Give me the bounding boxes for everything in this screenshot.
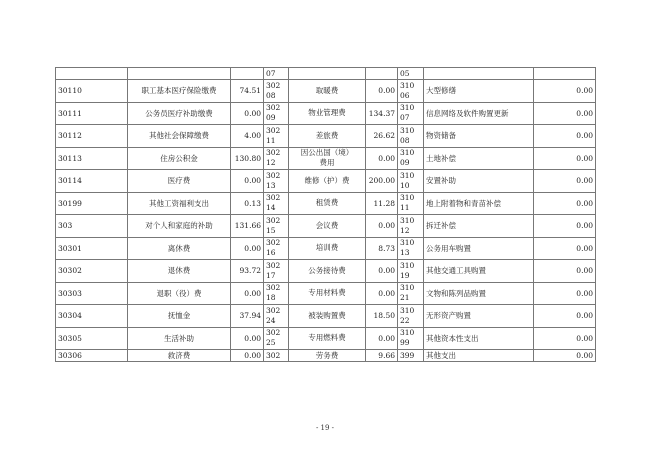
code-cell: 30302 <box>56 260 128 283</box>
name-cell: 物业管理费 <box>289 102 366 125</box>
table-row <box>56 350 596 362</box>
name-cell <box>424 68 534 80</box>
code-cell: 310 06 <box>398 80 424 103</box>
code-cell: 310 21 <box>398 282 424 305</box>
name-cell: 抚恤金 <box>128 305 231 328</box>
table-row <box>56 170 596 193</box>
name-cell: 对个人和家庭的补助 <box>128 215 231 238</box>
amount-cell: 0.00 <box>231 327 264 350</box>
code-cell: 310 11 <box>398 192 424 215</box>
amount-cell: 0.00 <box>534 350 596 362</box>
code-cell: 302 14 <box>264 192 289 215</box>
amount-cell: 130.80 <box>231 147 264 170</box>
code-cell: 310 19 <box>398 260 424 283</box>
code-cell <box>56 68 128 80</box>
amount-cell: 9.66 <box>366 350 398 362</box>
table-row <box>56 260 596 283</box>
code-cell: 302 08 <box>264 80 289 103</box>
name-cell: 公务接待费 <box>289 260 366 283</box>
name-cell: 安置补助 <box>424 170 534 193</box>
amount-cell: 18.50 <box>366 305 398 328</box>
table-row <box>56 237 596 260</box>
amount-cell: 93.72 <box>231 260 264 283</box>
amount-cell: 200.00 <box>366 170 398 193</box>
amount-cell: 0.00 <box>534 125 596 148</box>
name-cell: 因公出国（境） 费用 <box>289 147 366 170</box>
code-cell: 310 13 <box>398 237 424 260</box>
code-cell: 302 17 <box>264 260 289 283</box>
name-cell: 其他支出 <box>424 350 534 362</box>
amount-cell: 0.00 <box>366 282 398 305</box>
table-row <box>56 215 596 238</box>
code-cell: 310 07 <box>398 102 424 125</box>
amount-cell: 0.00 <box>366 215 398 238</box>
code-cell: 30301 <box>56 237 128 260</box>
name-cell: 退职（役）费 <box>128 282 231 305</box>
amount-cell: 134.37 <box>366 102 398 125</box>
table-row <box>56 327 596 350</box>
code-cell: 303 <box>56 215 128 238</box>
code-cell: 302 09 <box>264 102 289 125</box>
name-cell: 被装购置费 <box>289 305 366 328</box>
code-cell: 302 <box>264 350 289 362</box>
name-cell: 培训费 <box>289 237 366 260</box>
table-row <box>56 192 596 215</box>
amount-cell: 0.00 <box>534 102 596 125</box>
name-cell: 专用燃料费 <box>289 327 366 350</box>
amount-cell: 0.00 <box>534 215 596 238</box>
code-cell: 30303 <box>56 282 128 305</box>
name-cell: 大型修缮 <box>424 80 534 103</box>
amount-cell: 0.00 <box>534 327 596 350</box>
code-cell: 302 12 <box>264 147 289 170</box>
amount-cell: 0.00 <box>231 350 264 362</box>
amount-cell: 0.00 <box>231 282 264 305</box>
amount-cell: 0.00 <box>366 80 398 103</box>
name-cell: 公务员医疗补助缴费 <box>128 102 231 125</box>
name-cell: 其他资本性支出 <box>424 327 534 350</box>
code-cell: 310 08 <box>398 125 424 148</box>
name-cell: 土地补偿 <box>424 147 534 170</box>
table-row <box>56 147 596 170</box>
amount-cell <box>231 68 264 80</box>
code-cell: 07 <box>264 68 289 80</box>
name-cell: 文物和陈列品购置 <box>424 282 534 305</box>
name-cell: 取暖费 <box>289 80 366 103</box>
table-row <box>56 102 596 125</box>
code-cell: 302 25 <box>264 327 289 350</box>
amount-cell: 0.00 <box>366 260 398 283</box>
amount-cell: 0.00 <box>231 170 264 193</box>
amount-cell <box>534 68 596 80</box>
amount-cell: 0.00 <box>366 327 398 350</box>
code-cell: 302 18 <box>264 282 289 305</box>
table-row <box>56 305 596 328</box>
name-cell: 信息网络及软件购置更新 <box>424 102 534 125</box>
code-cell: 302 15 <box>264 215 289 238</box>
amount-cell: 0.00 <box>534 282 596 305</box>
expenditure-table <box>55 67 596 362</box>
amount-cell: 0.00 <box>534 260 596 283</box>
name-cell: 公务用车购置 <box>424 237 534 260</box>
table-row <box>56 125 596 148</box>
code-cell: 05 <box>398 68 424 80</box>
name-cell: 无形资产购置 <box>424 305 534 328</box>
code-cell: 310 22 <box>398 305 424 328</box>
code-cell: 30113 <box>56 147 128 170</box>
name-cell: 救济费 <box>128 350 231 362</box>
amount-cell: 26.62 <box>366 125 398 148</box>
name-cell: 维修（护）费 <box>289 170 366 193</box>
table-row <box>56 68 596 80</box>
amount-cell: 0.00 <box>534 170 596 193</box>
code-cell: 399 <box>398 350 424 362</box>
name-cell: 租赁费 <box>289 192 366 215</box>
name-cell: 专用材料费 <box>289 282 366 305</box>
code-cell: 30304 <box>56 305 128 328</box>
name-cell: 其他工资福利支出 <box>128 192 231 215</box>
code-cell: 30305 <box>56 327 128 350</box>
code-cell: 302 16 <box>264 237 289 260</box>
name-cell: 退休费 <box>128 260 231 283</box>
name-cell: 住房公积金 <box>128 147 231 170</box>
code-cell: 310 09 <box>398 147 424 170</box>
name-cell: 离休费 <box>128 237 231 260</box>
name-cell: 会议费 <box>289 215 366 238</box>
code-cell: 302 24 <box>264 305 289 328</box>
amount-cell: 0.00 <box>231 102 264 125</box>
name-cell: 拆迁补偿 <box>424 215 534 238</box>
code-cell: 30114 <box>56 170 128 193</box>
amount-cell: 0.00 <box>366 147 398 170</box>
table-row <box>56 80 596 103</box>
name-cell: 地上附着物和青苗补偿 <box>424 192 534 215</box>
code-cell: 302 11 <box>264 125 289 148</box>
name-cell <box>289 68 366 80</box>
table-row <box>56 282 596 305</box>
code-cell: 30112 <box>56 125 128 148</box>
amount-cell: 37.94 <box>231 305 264 328</box>
name-cell: 职工基本医疗保险缴费 <box>128 80 231 103</box>
code-cell: 30111 <box>56 102 128 125</box>
code-cell: 30110 <box>56 80 128 103</box>
code-cell: 310 10 <box>398 170 424 193</box>
name-cell: 其他交通工具购置 <box>424 260 534 283</box>
amount-cell: 0.00 <box>534 147 596 170</box>
name-cell: 物资储备 <box>424 125 534 148</box>
code-cell: 310 99 <box>398 327 424 350</box>
code-cell: 302 13 <box>264 170 289 193</box>
name-cell: 劳务费 <box>289 350 366 362</box>
name-cell: 其他社会保障缴费 <box>128 125 231 148</box>
amount-cell: 0.13 <box>231 192 264 215</box>
name-cell: 差旅费 <box>289 125 366 148</box>
amount-cell: 11.28 <box>366 192 398 215</box>
name-cell <box>128 68 231 80</box>
page-number: - 19 - <box>315 424 335 432</box>
amount-cell: 131.66 <box>231 215 264 238</box>
amount-cell: 74.51 <box>231 80 264 103</box>
amount-cell: 4.00 <box>231 125 264 148</box>
amount-cell: 8.73 <box>366 237 398 260</box>
code-cell: 310 12 <box>398 215 424 238</box>
amount-cell: 0.00 <box>534 237 596 260</box>
amount-cell: 0.00 <box>534 305 596 328</box>
amount-cell: 0.00 <box>534 192 596 215</box>
name-cell: 医疗费 <box>128 170 231 193</box>
name-cell: 生活补助 <box>128 327 231 350</box>
amount-cell <box>366 68 398 80</box>
amount-cell: 0.00 <box>231 237 264 260</box>
code-cell: 30199 <box>56 192 128 215</box>
code-cell: 30306 <box>56 350 128 362</box>
amount-cell: 0.00 <box>534 80 596 103</box>
